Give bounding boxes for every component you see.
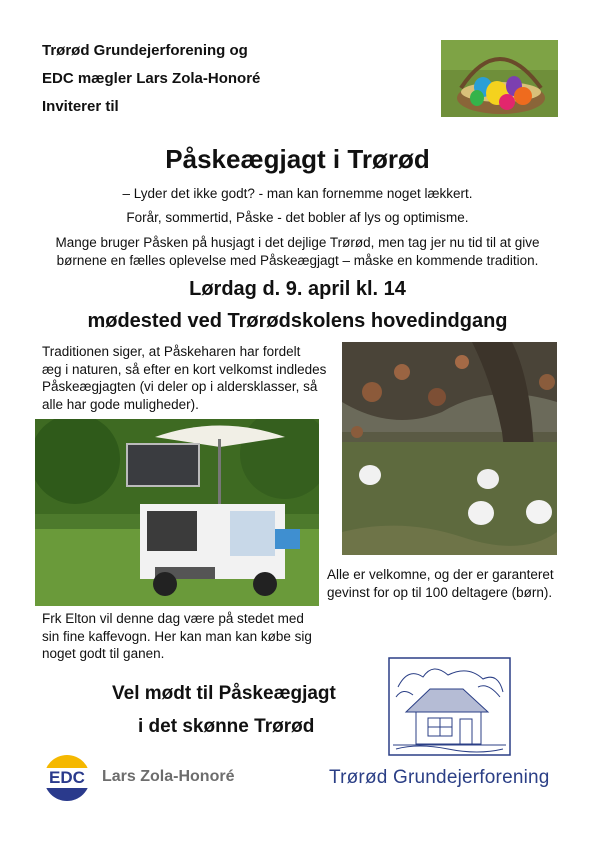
easter-basket-photo	[441, 40, 558, 117]
tradition-line: æg i naturen, så efter en kort velkomst indledes	[42, 361, 327, 377]
edc-agent-name: Lars Zola-Honoré	[102, 768, 235, 785]
welcome-text	[327, 566, 554, 601]
intro-paragraph-line-1: Mange bruger Påsken på husjagt i det dejlige Trørød, men tag jer nu tid til at give	[55, 235, 540, 250]
page-title: Påskeægjagt i Trørød	[165, 144, 430, 174]
header-line-2: EDC mægler Lars Zola-Honoré	[42, 70, 261, 87]
closing-line-2: i det skønne Trørød	[138, 716, 315, 737]
tradition-line: Traditionen siger, at Påskeharen har fordelt	[42, 344, 301, 359]
tradition-text	[42, 343, 326, 413]
association-name: Trørød Grundejerforening	[329, 767, 550, 788]
edc-logo	[42, 753, 92, 803]
event-date: Lørdag d. 9. april kl. 14	[189, 278, 406, 300]
coffee-line: Frk Elton vil denne dag være på stedet med	[42, 611, 304, 626]
intro-line-2: Forår, sommertid, Påske - det bobler af lys og optimisme.	[126, 210, 469, 225]
tradition-line: alle har gode muligheder).	[42, 396, 199, 412]
closing-line-1: Vel mødt til Påskeægjagt	[112, 683, 336, 704]
intro-paragraph-line-2: børnene en fælles oplevelse med Påskeægjagt – måske en kommende tradition.	[56, 253, 539, 268]
edc-logo-text: EDC	[49, 768, 85, 787]
intro-line-1: – Lyder det ikke godt? - man kan fornemme noget lækkert.	[122, 186, 473, 201]
eggs-in-garden-photo	[342, 342, 557, 555]
header-line-1: Trørød Grundejerforening og	[42, 42, 248, 59]
welcome-line: Alle er velkomne, og der er garanteret	[327, 567, 554, 582]
tradition-line: Påskeægjagten (vi deler op i aldersklasser, så	[42, 379, 318, 394]
coffee-line: noget godt til ganen.	[42, 646, 165, 661]
event-place: mødested ved Trørødskolens hovedindgang	[87, 310, 508, 332]
coffee-line: sin fine kaffevogn. Her kan man kan købe sig	[42, 628, 312, 644]
welcome-line: gevinst for op til 100 deltagere (børn).	[327, 584, 553, 600]
association-house-logo	[388, 657, 511, 756]
header-line-3: Inviterer til	[42, 98, 119, 115]
coffee-cart-photo	[35, 419, 319, 606]
coffee-text	[42, 610, 312, 663]
